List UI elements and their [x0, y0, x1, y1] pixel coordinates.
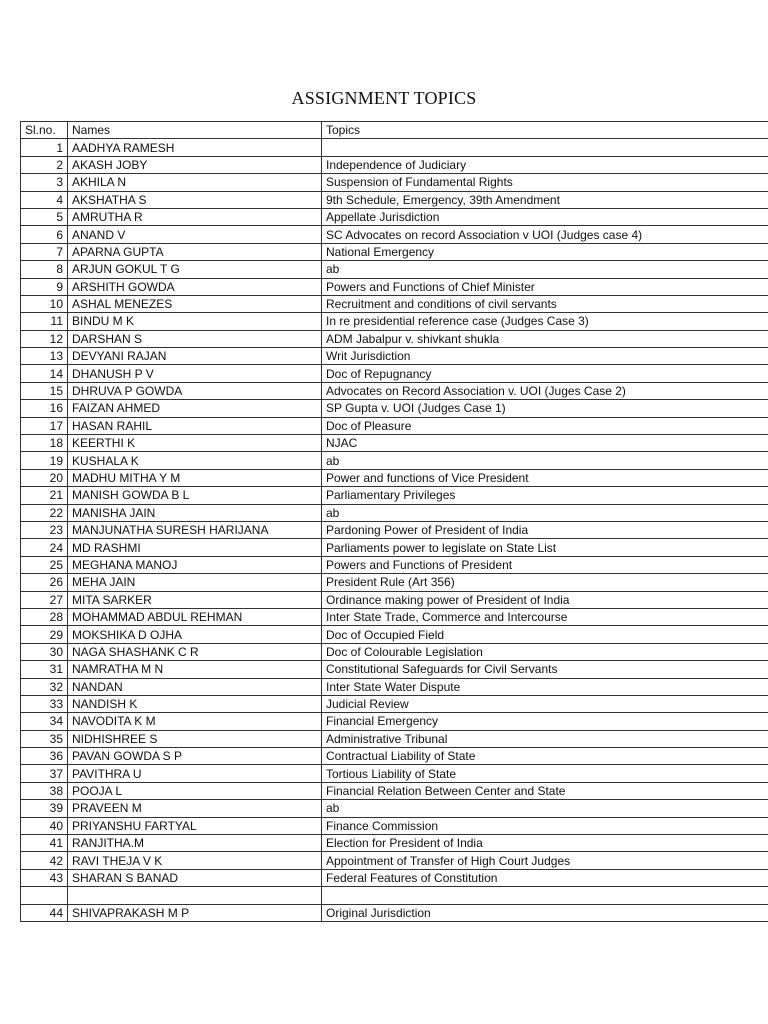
row-name: MEGHANA MANOJ [68, 556, 322, 573]
row-slno: 3 [21, 174, 68, 191]
row-topic [322, 887, 768, 904]
table-body [21, 139, 768, 922]
row-topic: Judicial Review [322, 695, 768, 712]
row-name: PAVAN GOWDA S P [68, 748, 322, 765]
row-name: RAVI THEJA V K [68, 852, 322, 869]
row-name: MEHA JAIN [68, 574, 322, 591]
page-title: ASSIGNMENT TOPICS [291, 88, 477, 108]
row-topic: National Emergency [322, 243, 768, 260]
row-slno: 38 [21, 782, 68, 799]
row-name: NAVODITA K M [68, 713, 322, 730]
row-name: ARJUN GOKUL T G [68, 261, 322, 278]
table-row [21, 313, 768, 330]
row-slno: 17 [21, 417, 68, 434]
row-topic: Administrative Tribunal [322, 730, 768, 747]
table-row [21, 226, 768, 243]
row-topic: Writ Jurisdiction [322, 348, 768, 365]
table-row [21, 191, 768, 208]
row-topic: 9th Schedule, Emergency, 39th Amendment [322, 191, 768, 208]
row-name: DHRUVA P GOWDA [68, 382, 322, 399]
table-row [21, 156, 768, 173]
row-topic [322, 139, 768, 156]
row-topic: SC Advocates on record Association v UOI (Judges case 4) [322, 226, 768, 243]
row-topic: Power and functions of Vice President [322, 469, 768, 486]
row-topic: Inter State Trade, Commerce and Intercourse [322, 608, 768, 625]
table-row [21, 261, 768, 278]
row-topic: Suspension of Fundamental Rights [322, 174, 768, 191]
row-slno: 8 [21, 261, 68, 278]
row-slno: 4 [21, 191, 68, 208]
table-row [21, 504, 768, 521]
row-name: AKHILA N [68, 174, 322, 191]
table-row [21, 869, 768, 886]
row-topic: ab [322, 452, 768, 469]
table-row [21, 417, 768, 434]
row-slno: 5 [21, 208, 68, 225]
table-row [21, 904, 768, 921]
table-row [21, 661, 768, 678]
table-row [21, 730, 768, 747]
row-topic: Doc of Pleasure [322, 417, 768, 434]
row-slno: 29 [21, 626, 68, 643]
assignment-table [20, 121, 768, 922]
table-row [21, 591, 768, 608]
row-name: MOKSHIKA D OJHA [68, 626, 322, 643]
row-name: KEERTHI K [68, 435, 322, 452]
row-name: FAIZAN AHMED [68, 400, 322, 417]
header-names: Names [68, 122, 322, 139]
table-row [21, 243, 768, 260]
row-name: NANDAN [68, 678, 322, 695]
row-slno: 28 [21, 608, 68, 625]
row-slno: 16 [21, 400, 68, 417]
row-slno: 10 [21, 295, 68, 312]
row-topic: Powers and Functions of Chief Minister [322, 278, 768, 295]
row-name: SHIVAPRAKASH M P [68, 904, 322, 921]
row-slno: 21 [21, 487, 68, 504]
table-row [21, 643, 768, 660]
row-name: MANISHA JAIN [68, 504, 322, 521]
row-name: APARNA GUPTA [68, 243, 322, 260]
table-row [21, 278, 768, 295]
row-slno: 42 [21, 852, 68, 869]
row-name: PRAVEEN M [68, 800, 322, 817]
row-topic: Recruitment and conditions of civil servants [322, 295, 768, 312]
row-slno: 6 [21, 226, 68, 243]
table-row [21, 208, 768, 225]
row-topic: Doc of Colourable Legislation [322, 643, 768, 660]
row-topic: Appellate Jurisdiction [322, 208, 768, 225]
table-row [21, 835, 768, 852]
table-row [21, 626, 768, 643]
row-name: NAMRATHA M N [68, 661, 322, 678]
table-row [21, 800, 768, 817]
row-topic: ab [322, 504, 768, 521]
row-slno: 20 [21, 469, 68, 486]
row-slno: 14 [21, 365, 68, 382]
row-name: ARSHITH GOWDA [68, 278, 322, 295]
row-slno: 32 [21, 678, 68, 695]
table-row [21, 782, 768, 799]
row-name: AMRUTHA R [68, 208, 322, 225]
row-slno: 7 [21, 243, 68, 260]
table-row [21, 748, 768, 765]
row-slno: 23 [21, 521, 68, 538]
row-topic: Pardoning Power of President of India [322, 521, 768, 538]
row-slno: 26 [21, 574, 68, 591]
row-topic: Parliamentary Privileges [322, 487, 768, 504]
row-slno: 12 [21, 330, 68, 347]
row-slno: 44 [21, 904, 68, 921]
row-name: NAGA SHASHANK C R [68, 643, 322, 660]
table-row [21, 852, 768, 869]
row-slno: 15 [21, 382, 68, 399]
row-slno: 30 [21, 643, 68, 660]
row-topic: President Rule (Art 356) [322, 574, 768, 591]
row-topic: Constitutional Safeguards for Civil Servants [322, 661, 768, 678]
table-row [21, 400, 768, 417]
row-name: DARSHAN S [68, 330, 322, 347]
row-slno: 2 [21, 156, 68, 173]
table-row [21, 574, 768, 591]
row-name: POOJA L [68, 782, 322, 799]
row-topic: Appointment of Transfer of High Court Judges [322, 852, 768, 869]
row-topic: Doc of Repugnancy [322, 365, 768, 382]
row-name: MADHU MITHA Y M [68, 469, 322, 486]
row-slno: 11 [21, 313, 68, 330]
row-slno: 9 [21, 278, 68, 295]
row-slno: 36 [21, 748, 68, 765]
row-name [68, 887, 322, 904]
row-name: AADHYA RAMESH [68, 139, 322, 156]
table-row [21, 452, 768, 469]
table-row [21, 365, 768, 382]
row-topic: Parliaments power to legislate on State List [322, 539, 768, 556]
table-row [21, 174, 768, 191]
row-name: AKASH JOBY [68, 156, 322, 173]
row-topic: SP Gupta v. UOI (Judges Case 1) [322, 400, 768, 417]
row-name: PAVITHRA U [68, 765, 322, 782]
row-topic: ab [322, 800, 768, 817]
table-row [21, 348, 768, 365]
row-topic: NJAC [322, 435, 768, 452]
row-name: ASHAL MENEZES [68, 295, 322, 312]
row-topic: Tortious Liability of State [322, 765, 768, 782]
row-name: MOHAMMAD ABDUL REHMAN [68, 608, 322, 625]
row-slno: 37 [21, 765, 68, 782]
row-slno: 27 [21, 591, 68, 608]
table-row [21, 765, 768, 782]
row-name: BINDU M K [68, 313, 322, 330]
row-topic: ADM Jabalpur v. shivkant shukla [322, 330, 768, 347]
row-topic: Advocates on Record Association v. UOI (Juges Case 2) [322, 382, 768, 399]
row-slno: 31 [21, 661, 68, 678]
row-topic: Ordinance making power of President of India [322, 591, 768, 608]
row-topic: Contractual Liability of State [322, 748, 768, 765]
row-slno [21, 887, 68, 904]
row-topic: Original Jurisdiction [322, 904, 768, 921]
row-slno: 25 [21, 556, 68, 573]
row-slno: 1 [21, 139, 68, 156]
row-name: AKSHATHA S [68, 191, 322, 208]
row-name: PRIYANSHU FARTYAL [68, 817, 322, 834]
table-row [21, 382, 768, 399]
row-name: NIDHISHREE S [68, 730, 322, 747]
row-topic: ab [322, 261, 768, 278]
row-slno: 24 [21, 539, 68, 556]
row-slno: 33 [21, 695, 68, 712]
table-row [21, 435, 768, 452]
row-topic: Financial Emergency [322, 713, 768, 730]
table-row [21, 521, 768, 538]
table-row [21, 487, 768, 504]
row-name: MITA SARKER [68, 591, 322, 608]
row-name: NANDISH K [68, 695, 322, 712]
row-name: KUSHALA K [68, 452, 322, 469]
row-slno: 41 [21, 835, 68, 852]
row-topic: Federal Features of Constitution [322, 869, 768, 886]
row-name: ANAND V [68, 226, 322, 243]
row-topic: Independence of Judiciary [322, 156, 768, 173]
row-slno: 35 [21, 730, 68, 747]
row-topic: In re presidential reference case (Judges Case 3) [322, 313, 768, 330]
row-slno: 40 [21, 817, 68, 834]
table-row [21, 556, 768, 573]
header-topics: Topics [322, 122, 768, 139]
table-row [21, 469, 768, 486]
table-row [21, 678, 768, 695]
row-slno: 13 [21, 348, 68, 365]
table-row [21, 695, 768, 712]
row-topic: Inter State Water Dispute [322, 678, 768, 695]
row-slno: 39 [21, 800, 68, 817]
row-name: SHARAN S BANAD [68, 869, 322, 886]
row-name: MD RASHMI [68, 539, 322, 556]
row-name: HASAN RAHIL [68, 417, 322, 434]
header-slno: Sl.no. [21, 122, 68, 139]
row-slno: 22 [21, 504, 68, 521]
table-row [21, 295, 768, 312]
table-row [21, 539, 768, 556]
table-row [21, 139, 768, 156]
table-row [21, 887, 768, 904]
row-slno: 34 [21, 713, 68, 730]
row-name: DHANUSH P V [68, 365, 322, 382]
row-name: DEVYANI RAJAN [68, 348, 322, 365]
row-topic: Powers and Functions of President [322, 556, 768, 573]
row-topic: Doc of Occupied Field [322, 626, 768, 643]
row-name: MANISH GOWDA B L [68, 487, 322, 504]
row-topic: Election for President of India [322, 835, 768, 852]
table-row [21, 713, 768, 730]
table-row [21, 817, 768, 834]
row-name: RANJITHA.M [68, 835, 322, 852]
row-topic: Finance Commission [322, 817, 768, 834]
row-name: MANJUNATHA SURESH HARIJANA [68, 521, 322, 538]
row-slno: 18 [21, 435, 68, 452]
table-header-row [21, 122, 768, 139]
row-slno: 43 [21, 869, 68, 886]
row-topic: Financial Relation Between Center and State [322, 782, 768, 799]
table-row [21, 608, 768, 625]
row-slno: 19 [21, 452, 68, 469]
table-row [21, 330, 768, 347]
